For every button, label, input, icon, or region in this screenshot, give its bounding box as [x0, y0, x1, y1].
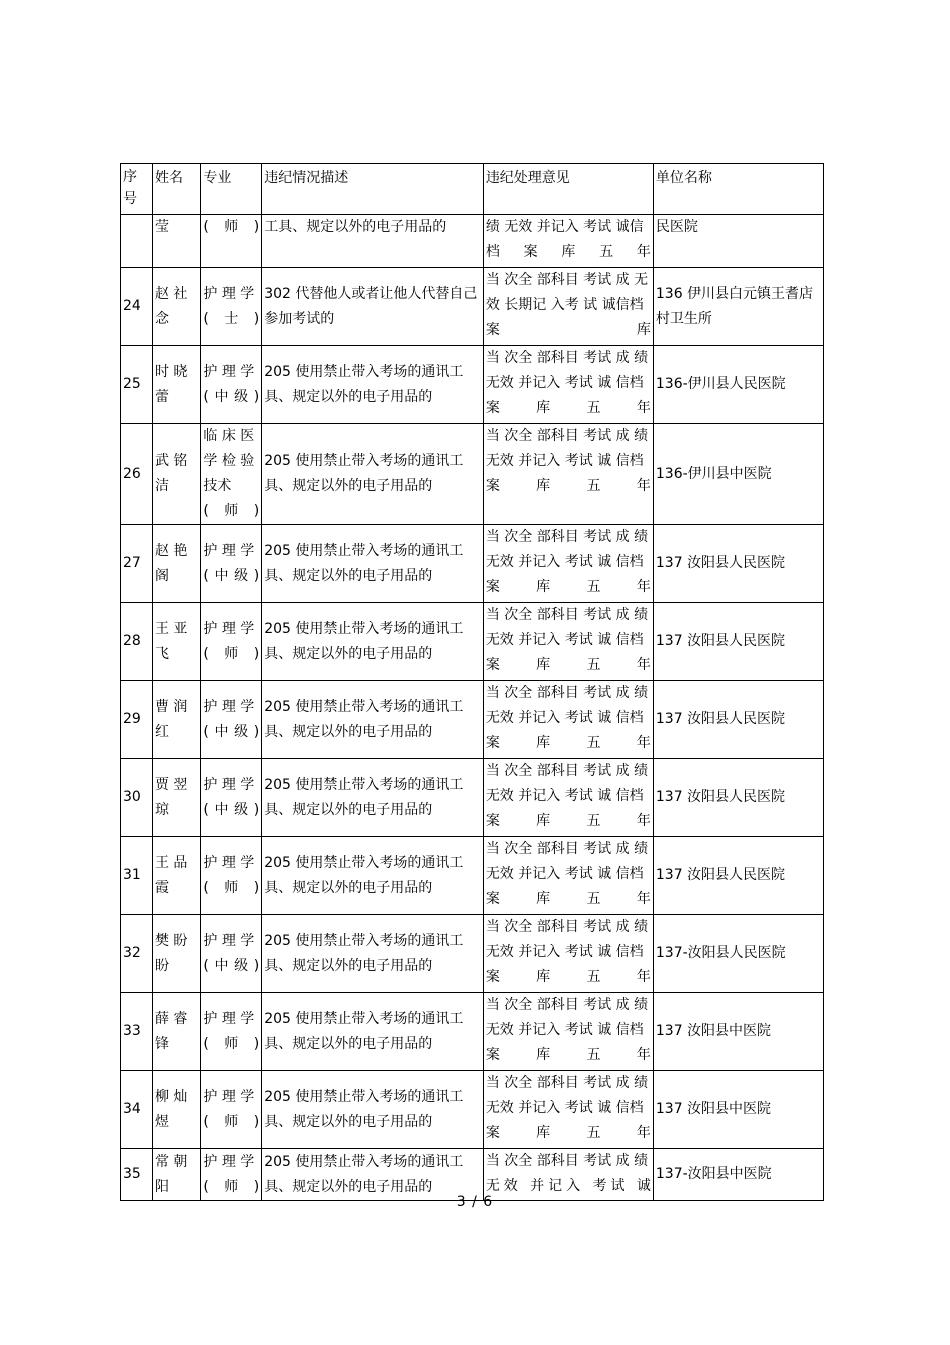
cell-major: 护 理 学 (中级)	[201, 759, 262, 837]
cell-unit: 137 汝阳县人民医院	[653, 603, 823, 681]
cell-opinion: 当 次全 部科目 考试 成 绩 无效 并记入 考试 诚 信档案库五年	[483, 346, 653, 424]
cell-no: 35	[121, 1149, 153, 1201]
table-header-row	[121, 164, 824, 215]
cell-unit: 137 汝阳县中医院	[653, 993, 823, 1071]
cell-name: 武 铭 洁	[152, 424, 200, 525]
cell-opinion: 当 次全 部科目 考试 成 绩 无效 并记入 考试 诚 信档案库五年	[483, 1071, 653, 1149]
cell-major: 护 理 学 (师)	[201, 1149, 262, 1201]
cell-name: 王 品 霞	[152, 837, 200, 915]
cell-no: 29	[121, 681, 153, 759]
cell-desc: 205 使用禁止带入考场的通讯工具、规定以外的电子用品的	[262, 1071, 484, 1149]
table-row	[121, 681, 824, 759]
page-number: 3 / 6	[456, 1194, 494, 1210]
violations-table	[120, 163, 824, 1201]
cell-major: 护 理 学 (中级)	[201, 681, 262, 759]
header-no: 序号	[121, 164, 153, 215]
table-row	[121, 215, 824, 268]
table-row	[121, 837, 824, 915]
cell-major: 护 理 学 (中级)	[201, 525, 262, 603]
cell-name: 赵 社 念	[152, 268, 200, 346]
table-row	[121, 525, 824, 603]
cell-unit: 137 汝阳县人民医院	[653, 837, 823, 915]
cell-desc: 205 使用禁止带入考场的通讯工具、规定以外的电子用品的	[262, 1149, 484, 1201]
cell-unit: 137 汝阳县人民医院	[653, 525, 823, 603]
cell-unit: 137 汝阳县人民医院	[653, 681, 823, 759]
cell-unit: 136-伊川县人民医院	[653, 346, 823, 424]
table-row	[121, 424, 824, 525]
cell-desc: 205 使用禁止带入考场的通讯工具、规定以外的电子用品的	[262, 681, 484, 759]
cell-unit: 137-汝阳县中医院	[653, 1149, 823, 1201]
cell-desc: 205 使用禁止带入考场的通讯工具、规定以外的电子用品的	[262, 759, 484, 837]
table-row	[121, 1071, 824, 1149]
cell-desc: 302 代替他人或者让他人代替自己参加考试的	[262, 268, 484, 346]
cell-opinion: 当 次全 部科目 考试 成 绩 无效 并记入 考试 诚 信档案库五年	[483, 424, 653, 525]
cell-no: 33	[121, 993, 153, 1071]
cell-opinion: 当 次全 部科目 考试 成 绩 无效 并记入 考试 诚 信档案库五年	[483, 915, 653, 993]
cell-unit: 137 汝阳县中医院	[653, 1071, 823, 1149]
header-name: 姓名	[152, 164, 200, 215]
cell-opinion: 当 次全 部科目 考试 成 无效 长期记 入考 试 诚信档案库	[483, 268, 653, 346]
cell-name: 莹	[152, 215, 200, 268]
cell-no	[121, 215, 153, 268]
header-desc: 违纪情况描述	[262, 164, 484, 215]
header-opinion: 违纪处理意见	[483, 164, 653, 215]
cell-major: 护 理 学 (中级)	[201, 346, 262, 424]
cell-no: 30	[121, 759, 153, 837]
table-row	[121, 1149, 824, 1201]
cell-name: 柳 灿 煜	[152, 1071, 200, 1149]
cell-major: 护 理 学 (士)	[201, 268, 262, 346]
cell-desc: 205 使用禁止带入考场的通讯工具、规定以外的电子用品的	[262, 915, 484, 993]
cell-desc: 205 使用禁止带入考场的通讯工具、规定以外的电子用品的	[262, 346, 484, 424]
cell-opinion: 当 次全 部科目 考试 成 绩 无效 并记入 考试 诚 信档案库五年	[483, 681, 653, 759]
cell-desc: 205 使用禁止带入考场的通讯工具、规定以外的电子用品的	[262, 424, 484, 525]
cell-opinion: 当 次全 部科目 考试 成 绩 无效 并记入 考试 诚 信档案库五年	[483, 837, 653, 915]
cell-no: 34	[121, 1071, 153, 1149]
cell-no: 32	[121, 915, 153, 993]
cell-unit: 137-汝阳县人民医院	[653, 915, 823, 993]
header-major: 专业	[201, 164, 262, 215]
cell-unit: 136-伊川县中医院	[653, 424, 823, 525]
cell-name: 贾 翌 琼	[152, 759, 200, 837]
cell-desc: 205 使用禁止带入考场的通讯工具、规定以外的电子用品的	[262, 993, 484, 1071]
cell-opinion: 当 次全 部科目 考试 成 绩 无效 并记入 考试 诚 信档案库五年	[483, 993, 653, 1071]
cell-no: 27	[121, 525, 153, 603]
cell-desc: 205 使用禁止带入考场的通讯工具、规定以外的电子用品的	[262, 837, 484, 915]
cell-opinion: 当 次全 部科目 考试 成 绩 无效 并记入 考试 诚 信档案库五年	[483, 525, 653, 603]
cell-major: 护 理 学 (师)	[201, 993, 262, 1071]
cell-name: 曹 润 红	[152, 681, 200, 759]
cell-name: 常 朝 阳	[152, 1149, 200, 1201]
cell-opinion: 当 次全 部科目 考试 成 绩 无效 并记入 考试 诚 信档案库五年	[483, 759, 653, 837]
cell-name: 樊 盼 盼	[152, 915, 200, 993]
table-row	[121, 346, 824, 424]
cell-no: 24	[121, 268, 153, 346]
cell-major: 临 床 医 学 检 验 技术 (师)	[201, 424, 262, 525]
cell-major: 护 理 学 (中级)	[201, 915, 262, 993]
header-unit: 单位名称	[653, 164, 823, 215]
cell-opinion: 绩 无效 并记入 考试 诚信档案库五年	[483, 215, 653, 268]
cell-desc: 205 使用禁止带入考场的通讯工具、规定以外的电子用品的	[262, 525, 484, 603]
table-row	[121, 915, 824, 993]
cell-name: 王 亚 飞	[152, 603, 200, 681]
table-row	[121, 603, 824, 681]
cell-no: 25	[121, 346, 153, 424]
table-body	[121, 215, 824, 1201]
table-row	[121, 759, 824, 837]
cell-major: 护 理 学 (师)	[201, 837, 262, 915]
cell-no: 26	[121, 424, 153, 525]
cell-name: 时 晓 蕾	[152, 346, 200, 424]
table-row	[121, 268, 824, 346]
cell-no: 31	[121, 837, 153, 915]
table-row	[121, 993, 824, 1071]
cell-opinion: 当 次全 部科目 考试 成 绩 无效 并记入 考试 诚	[483, 1149, 653, 1201]
cell-name: 薛 睿 锋	[152, 993, 200, 1071]
cell-desc: 工具、规定以外的电子用品的	[262, 215, 484, 268]
cell-opinion: 当 次全 部科目 考试 成 绩 无效 并记入 考试 诚 信档案库五年	[483, 603, 653, 681]
cell-unit: 137 汝阳县人民医院	[653, 759, 823, 837]
cell-major: 护 理 学 (师)	[201, 603, 262, 681]
cell-desc: 205 使用禁止带入考场的通讯工具、规定以外的电子用品的	[262, 603, 484, 681]
cell-unit: 民医院	[653, 215, 823, 268]
cell-major: (师)	[201, 215, 262, 268]
cell-unit: 136 伊川县白元镇王耆店村卫生所	[653, 268, 823, 346]
cell-no: 28	[121, 603, 153, 681]
cell-major: 护 理 学 (师)	[201, 1071, 262, 1149]
cell-name: 赵 艳 阁	[152, 525, 200, 603]
